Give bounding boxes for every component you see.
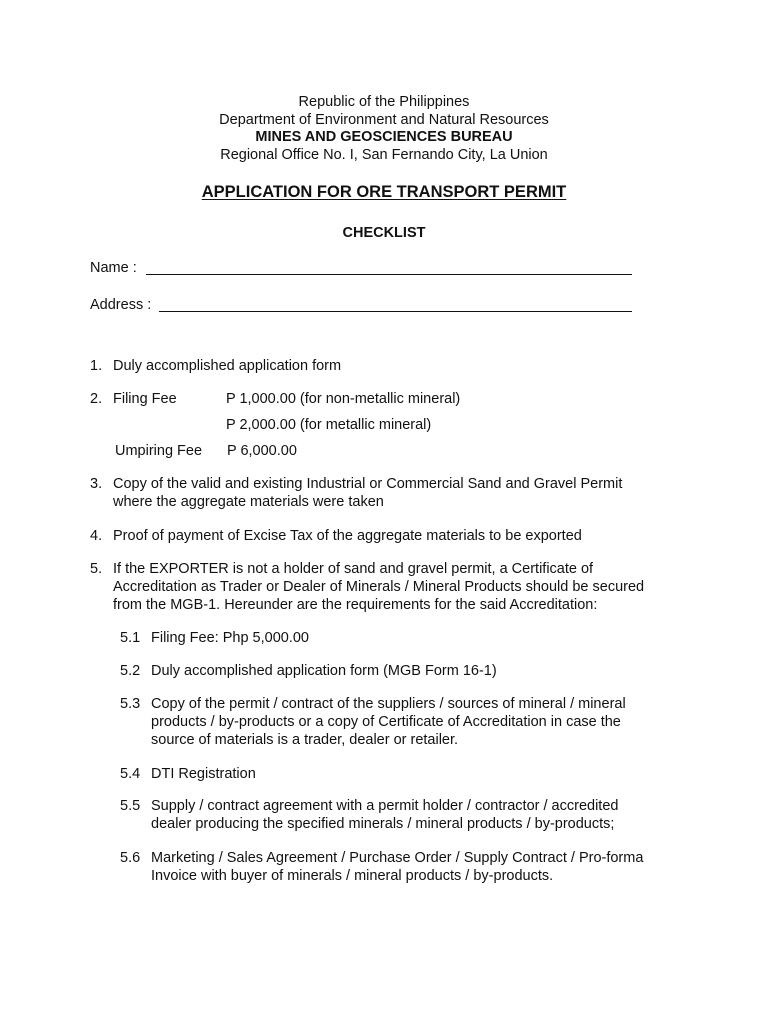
header-bureau: MINES AND GEOSCIENCES BUREAU <box>255 129 513 145</box>
filing-fee-nonmetallic: P 1,000.00 (for non-metallic mineral) <box>226 391 461 407</box>
subitem-5-3-line-2: products / by-products or a copy of Certificate of Accreditation in case the <box>151 714 621 730</box>
subitem-5-3-number: 5.3 <box>120 696 141 712</box>
header-department: Department of Environment and Natural Resources <box>219 112 549 128</box>
subitem-5-1-text: Filing Fee: Php 5,000.00 <box>151 630 309 646</box>
subitem-5-5-line-2: dealer producing the specified minerals / mineral products / by-products; <box>151 816 615 832</box>
filing-fee-label: Filing Fee <box>113 391 177 407</box>
item-2-number: 2. <box>90 391 103 407</box>
item-5-number: 5. <box>90 561 103 577</box>
subitem-5-6-line-2: Invoice with buyer of minerals / mineral products / by-products. <box>151 868 554 884</box>
umpiring-fee-label: Umpiring Fee <box>115 443 203 459</box>
item-5-line-3: from the MGB-1. Hereunder are the requirements for the said Accreditation: <box>113 597 598 613</box>
subitem-5-5-number: 5.5 <box>120 798 141 814</box>
subitem-5-5-line-1: Supply / contract agreement with a permit holder / contractor / accredited <box>151 798 619 814</box>
header-republic: Republic of the Philippines <box>298 94 470 110</box>
address-label: Address : <box>90 297 152 313</box>
filing-fee-metallic: P 2,000.00 (for metallic mineral) <box>226 417 432 433</box>
name-line[interactable] <box>146 274 632 275</box>
address-line[interactable] <box>159 311 632 312</box>
item-1-number: 1. <box>90 358 103 374</box>
subitem-5-4-text: DTI Registration <box>151 766 256 782</box>
subitem-5-6-line-1: Marketing / Sales Agreement / Purchase Order / Supply Contract / Pro-forma <box>151 850 644 866</box>
item-1-text: Duly accomplished application form <box>113 358 342 374</box>
item-4-text: Proof of payment of Excise Tax of the aggregate materials to be exported <box>113 528 582 544</box>
subitem-5-2-text: Duly accomplished application form (MGB Form 16-1) <box>151 663 497 679</box>
name-label: Name : <box>90 260 137 276</box>
subitem-5-2-number: 5.2 <box>120 663 141 679</box>
subitem-5-1-number: 5.1 <box>120 630 141 646</box>
subitem-5-4-number: 5.4 <box>120 766 141 782</box>
checklist-heading: CHECKLIST <box>342 225 426 241</box>
item-3-number: 3. <box>90 476 103 492</box>
header-regional-office: Regional Office No. I, San Fernando City, La Union <box>220 147 548 163</box>
item-5-line-1: If the EXPORTER is not a holder of sand and gravel permit, a Certificate of <box>113 561 594 577</box>
umpiring-fee-amount: P 6,000.00 <box>227 443 297 459</box>
subitem-5-3-line-1: Copy of the permit / contract of the suppliers / sources of mineral / mineral <box>151 696 626 712</box>
item-4-number: 4. <box>90 528 103 544</box>
document-title: APPLICATION FOR ORE TRANSPORT PERMIT <box>201 183 567 201</box>
subitem-5-3-line-3: source of materials is a trader, dealer or retailer. <box>151 732 459 748</box>
subitem-5-6-number: 5.6 <box>120 850 141 866</box>
item-5-line-2: Accreditation as Trader or Dealer of Minerals / Mineral Products should be secured <box>113 579 645 595</box>
item-3-line-1: Copy of the valid and existing Industrial or Commercial Sand and Gravel Permit <box>113 476 623 492</box>
item-3-line-2: where the aggregate materials were taken <box>113 494 384 510</box>
